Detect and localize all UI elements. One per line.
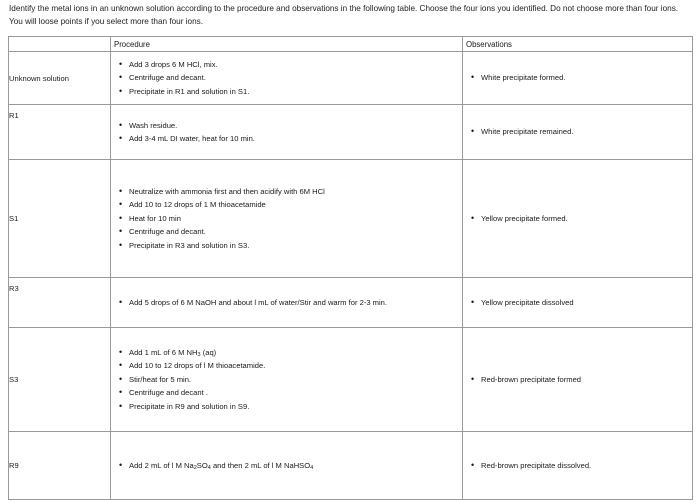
procedure-step: • Add 10 to 12 drops of 1 M thioacetamide xyxy=(119,198,462,212)
procedure-cell xyxy=(111,328,463,432)
procedure-step: • Wash residue. xyxy=(119,119,462,133)
step-text: Add 2 mL of l M Na xyxy=(129,460,194,470)
procedure-step: • Precipitate in R1 and solution in S1. xyxy=(119,85,462,99)
step-text: (aq) xyxy=(200,347,217,357)
table-row xyxy=(9,105,693,160)
row-label: Unknown solution xyxy=(9,52,111,105)
procedure-step: • Add 3 drops 6 M HCl, mix. xyxy=(119,58,462,72)
procedure-step: • Add 3-4 mL DI water, heat for 10 min. xyxy=(119,132,462,146)
observation-cell xyxy=(463,328,693,432)
header-blank xyxy=(9,37,111,52)
procedure-step: • Add 10 to 12 drops of l M thioacetamide. xyxy=(119,359,462,373)
observation-cell xyxy=(463,52,693,105)
subscript: 2 xyxy=(193,464,197,471)
procedure-step: • Centrifuge and decant . xyxy=(119,386,462,400)
table-row xyxy=(9,278,693,328)
table-row xyxy=(9,52,693,105)
instructions-text: Identify the metal ions in an unknown solution according to the procedure and observations in the following table. Choose the four ions you identified. Do not choose more than four ions. You will loose points if you select more than four ions. xyxy=(9,4,679,26)
row-label: R1 xyxy=(9,105,111,160)
procedure-cell xyxy=(111,278,463,328)
procedure-step xyxy=(119,346,462,360)
observation-cell xyxy=(463,432,693,500)
observation-text: • White precipitate formed. xyxy=(471,71,692,85)
table-row xyxy=(9,328,693,432)
observation-cell xyxy=(463,105,693,160)
table-row xyxy=(9,160,693,278)
row-label: R9 xyxy=(9,432,111,500)
procedure-step: • Precipitate in R9 and solution in S9. xyxy=(119,400,462,414)
subscript: 4 xyxy=(207,464,211,471)
step-text: and then 2 mL of l M NaHSO xyxy=(210,460,311,470)
table-header-row xyxy=(9,37,693,52)
subscript: 4 xyxy=(310,464,314,471)
procedure-step: • Neutralize with ammonia first and then acidify with 6M HCl xyxy=(119,185,462,199)
row-label: S1 xyxy=(9,160,111,278)
observation-cell xyxy=(463,278,693,328)
row-label: S3 xyxy=(9,328,111,432)
header-observations: Observations xyxy=(463,37,693,52)
step-text: SO xyxy=(196,460,208,470)
procedure-table xyxy=(8,36,693,500)
procedure-step: • Heat for 10 min xyxy=(119,212,462,226)
observation-text: • Red-brown precipitate dissolved. xyxy=(471,459,692,473)
procedure-cell xyxy=(111,432,463,500)
procedure-step: • Precipitate in R3 and solution in S3. xyxy=(119,239,462,253)
observation-cell xyxy=(463,160,693,278)
procedure-cell xyxy=(111,160,463,278)
observation-text: • Yellow precipitate dissolved xyxy=(471,296,692,310)
table-row xyxy=(9,432,693,500)
step-text: Add 1 mL of 6 M NH xyxy=(129,347,198,357)
observation-text: • Yellow precipitate formed. xyxy=(471,212,692,226)
observation-text: • White precipitate remained. xyxy=(471,125,692,139)
row-label: R3 xyxy=(9,278,111,328)
procedure-step: • Add 5 drops of 6 M NaOH and about l mL of water/Stir and warm for 2-3 min. xyxy=(119,296,462,310)
procedure-step xyxy=(119,459,462,473)
observation-text: • Red-brown precipitate formed xyxy=(471,373,692,387)
procedure-step: • Centrifuge and decant. xyxy=(119,71,462,85)
procedure-step: • Centrifuge and decant. xyxy=(119,225,462,239)
procedure-cell xyxy=(111,52,463,105)
header-procedure: Procedure xyxy=(111,37,463,52)
subscript: 3 xyxy=(197,351,201,358)
procedure-cell xyxy=(111,105,463,160)
procedure-step: • Stir/heat for 5 min. xyxy=(119,373,462,387)
